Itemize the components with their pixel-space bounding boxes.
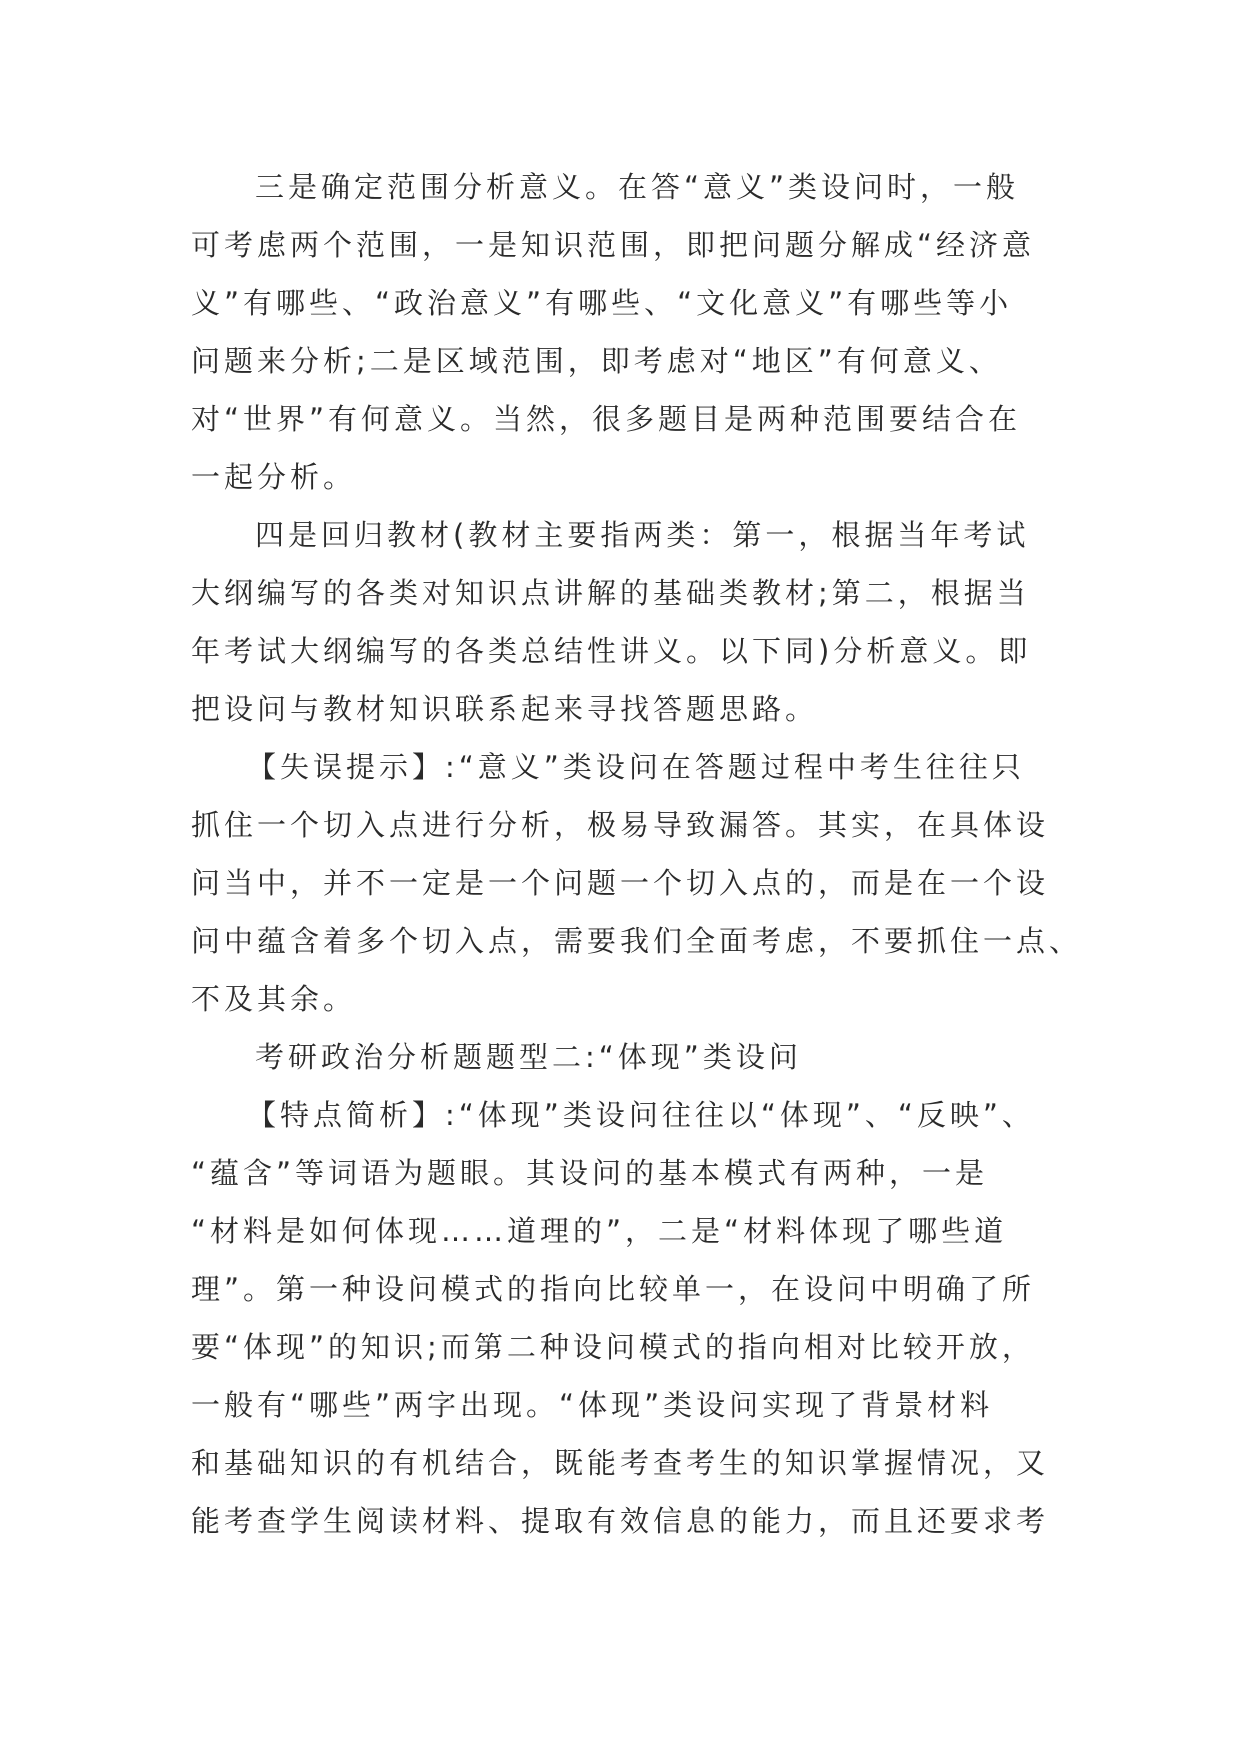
text-line: 可考虑两个范围，一是知识范围，即把问题分解成“经济意 bbox=[191, 228, 1036, 262]
text-line: 【特点简析】:“体现”类设问往往以“体现”、“反映”、 bbox=[247, 1098, 1035, 1132]
text-line: 大纲编写的各类对知识点讲解的基础类教材;第二，根据当 bbox=[191, 576, 1030, 610]
text-line: 抓住一个切入点进行分析，极易导致漏答。其实，在具体设 bbox=[191, 808, 1050, 842]
text-line: 和基础知识的有机结合，既能考查考生的知识掌握情况，又 bbox=[191, 1446, 1050, 1480]
text-line: 四是回归教材(教材主要指两类：第一，根据当年考试 bbox=[255, 518, 1030, 552]
text-line: 要“体现”的知识;而第二种设问模式的指向相对比较开放， bbox=[191, 1330, 1035, 1364]
text-line: 三是确定范围分析意义。在答“意义”类设问时，一般 bbox=[255, 170, 1020, 204]
text-line: “蕴含”等词语为题眼。其设问的基本模式有两种，一是 bbox=[191, 1156, 989, 1190]
text-line: 义”有哪些、“政治意义”有哪些、“文化意义”有哪些等小 bbox=[191, 286, 1013, 320]
text-line: 问当中，并不一定是一个问题一个切入点的，而是在一个设 bbox=[191, 866, 1050, 900]
paragraph-textbook-analysis bbox=[191, 506, 1071, 738]
text-line: 考研政治分析题题型二:“体现”类设问 bbox=[255, 1040, 802, 1074]
text-line: 问题来分析;二是区域范围，即考虑对“地区”有何意义、 bbox=[191, 344, 1002, 378]
text-line: “材料是如何体现……道理的”，二是“材料体现了哪些道 bbox=[191, 1214, 1008, 1248]
text-line: 能考查学生阅读材料、提取有效信息的能力，而且还要求考 bbox=[191, 1504, 1050, 1538]
text-line: 【失误提示】:“意义”类设问在答题过程中考生往往只 bbox=[247, 750, 1025, 784]
section-heading-type-two bbox=[191, 1028, 1071, 1086]
text-line: 把设问与教材知识联系起来寻找答题思路。 bbox=[191, 692, 819, 726]
text-line: 对“世界”有何意义。当然，很多题目是两种范围要结合在 bbox=[191, 402, 1022, 436]
text-line: 一般有“哪些”两字出现。“体现”类设问实现了背景材料 bbox=[191, 1388, 994, 1422]
document-body bbox=[191, 158, 1083, 1550]
text-line: 年考试大纲编写的各类总结性讲义。以下同)分析意义。即 bbox=[191, 634, 1032, 668]
text-line: 理”。第一种设问模式的指向比较单一，在设问中明确了所 bbox=[191, 1272, 1036, 1306]
text-line: 不及其余。 bbox=[191, 982, 357, 1016]
text-line: 一起分析。 bbox=[191, 460, 357, 494]
paragraph-error-tip bbox=[191, 738, 1083, 1028]
paragraph-scope-analysis bbox=[191, 158, 1071, 506]
text-line: 问中蕴含着多个切入点，需要我们全面考虑，不要抓住一点、 bbox=[191, 924, 1083, 958]
paragraph-feature-analysis bbox=[191, 1086, 1071, 1550]
